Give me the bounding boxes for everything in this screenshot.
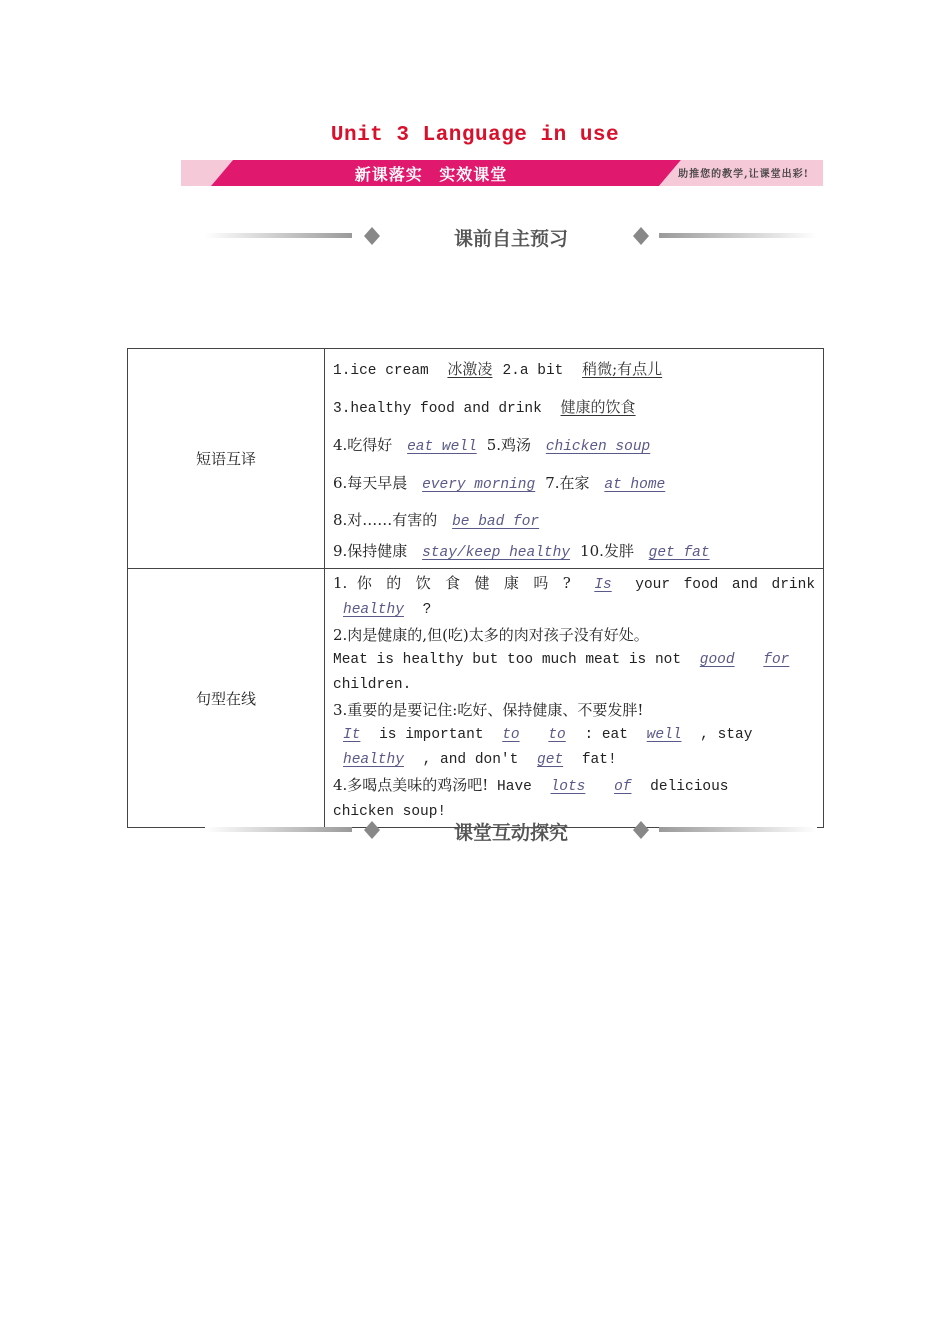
phrase-line xyxy=(333,389,815,427)
answer-blank: well xyxy=(646,727,682,743)
sentence-text: , stay xyxy=(691,727,753,743)
sentence-prompt: 1. 你 的 饮 食 健 康 吗 ? xyxy=(333,574,571,592)
phrase-line xyxy=(333,539,815,566)
row-label-sentences: 句型在线 xyxy=(128,569,325,828)
sentence-line xyxy=(333,723,815,748)
phrase-prompt: 1.ice cream xyxy=(333,363,438,379)
sentence-line xyxy=(333,598,815,623)
phrase-prompt: 4.吃得好 xyxy=(333,436,398,454)
sentence-text: delicious xyxy=(641,779,729,795)
row-label-phrases: 短语互译 xyxy=(128,349,325,569)
phrase-prompt: 2.a bit xyxy=(502,363,573,379)
table-row xyxy=(128,569,824,828)
section-header-explore xyxy=(205,815,817,845)
exercise-table xyxy=(127,348,824,828)
answer-blank: good xyxy=(699,652,735,668)
answer-blank: 稍微;有点儿 xyxy=(582,360,663,378)
sentence-line: 3.重要的是要记住:吃好、保持健康、不要发胖! xyxy=(333,701,644,719)
sentences-cell xyxy=(325,569,824,828)
phrases-cell xyxy=(325,349,824,569)
banner xyxy=(181,160,823,186)
phrase-prompt: 3.healthy food and drink xyxy=(333,401,551,417)
sentence-text: ? xyxy=(413,602,432,618)
sentence-line: children. xyxy=(333,677,412,693)
phrase-prompt: 7.在家 xyxy=(545,474,595,492)
phrase-prompt: 5.鸡汤 xyxy=(486,436,536,454)
answer-blank: to xyxy=(548,727,566,743)
answer-blank: for xyxy=(763,652,790,668)
sentence-line: chicken soup! xyxy=(333,804,447,820)
answer-blank: get fat xyxy=(648,545,710,561)
sentence-line xyxy=(333,571,815,598)
answer-blank: stay/keep healthy xyxy=(422,545,571,561)
answer-blank: 冰激凌 xyxy=(447,360,493,378)
answer-blank: at home xyxy=(604,477,666,493)
banner-main-text: 新课落实 实效课堂 xyxy=(354,165,508,184)
sentence-line xyxy=(333,648,815,673)
answer-blank: be bad for xyxy=(452,514,540,530)
answer-blank: of xyxy=(614,779,632,795)
sentence-prompt: 4.多喝点美味的鸡汤吧! xyxy=(333,776,489,794)
table-row xyxy=(128,349,824,569)
page-title: Unit 3 Language in use xyxy=(330,124,620,147)
sentence-line: 2.肉是健康的,但(吃)太多的肉对孩子没有好处。 xyxy=(333,626,649,644)
sentence-text: , and don't xyxy=(413,752,528,768)
phrase-line xyxy=(333,503,815,539)
section-title-preview: 课前自主预习 xyxy=(453,228,568,250)
answer-blank: Is xyxy=(594,577,612,593)
sentence-text: is important xyxy=(370,727,493,743)
answer-blank: healthy xyxy=(343,602,404,618)
answer-blank: lots xyxy=(550,779,586,795)
phrase-prompt: 6.每天早晨 xyxy=(333,474,413,492)
sentence-line xyxy=(333,748,815,773)
phrase-line xyxy=(333,427,815,465)
phrase-prompt: 9.保持健康 xyxy=(333,542,413,560)
sentence-text: fat! xyxy=(573,752,617,768)
sentence-text: Meat is healthy but too much meat is not xyxy=(333,652,690,668)
banner-slogan: 助推您的教学,让课堂出彩! xyxy=(678,169,809,180)
answer-blank: get xyxy=(537,752,564,768)
answer-blank: to xyxy=(502,727,520,743)
answer-blank: every morning xyxy=(422,477,536,493)
sentence-text: Have xyxy=(488,779,541,795)
phrase-line xyxy=(333,351,815,389)
answer-blank: healthy xyxy=(343,752,404,768)
answer-blank: eat well xyxy=(407,439,477,455)
answer-blank: 健康的饮食 xyxy=(560,398,636,416)
sentence-text: your food and drink xyxy=(635,577,816,593)
sentence-text: : eat xyxy=(575,727,637,743)
phrase-prompt: 8.对……有害的 xyxy=(333,511,443,529)
section-title-explore: 课堂互动探究 xyxy=(453,822,568,844)
answer-blank: It xyxy=(343,727,361,743)
phrase-prompt: 10.发胖 xyxy=(580,542,639,560)
answer-blank: chicken soup xyxy=(545,439,651,455)
section-header-preview xyxy=(205,221,817,251)
phrase-line xyxy=(333,465,815,503)
sentence-line xyxy=(333,773,815,800)
